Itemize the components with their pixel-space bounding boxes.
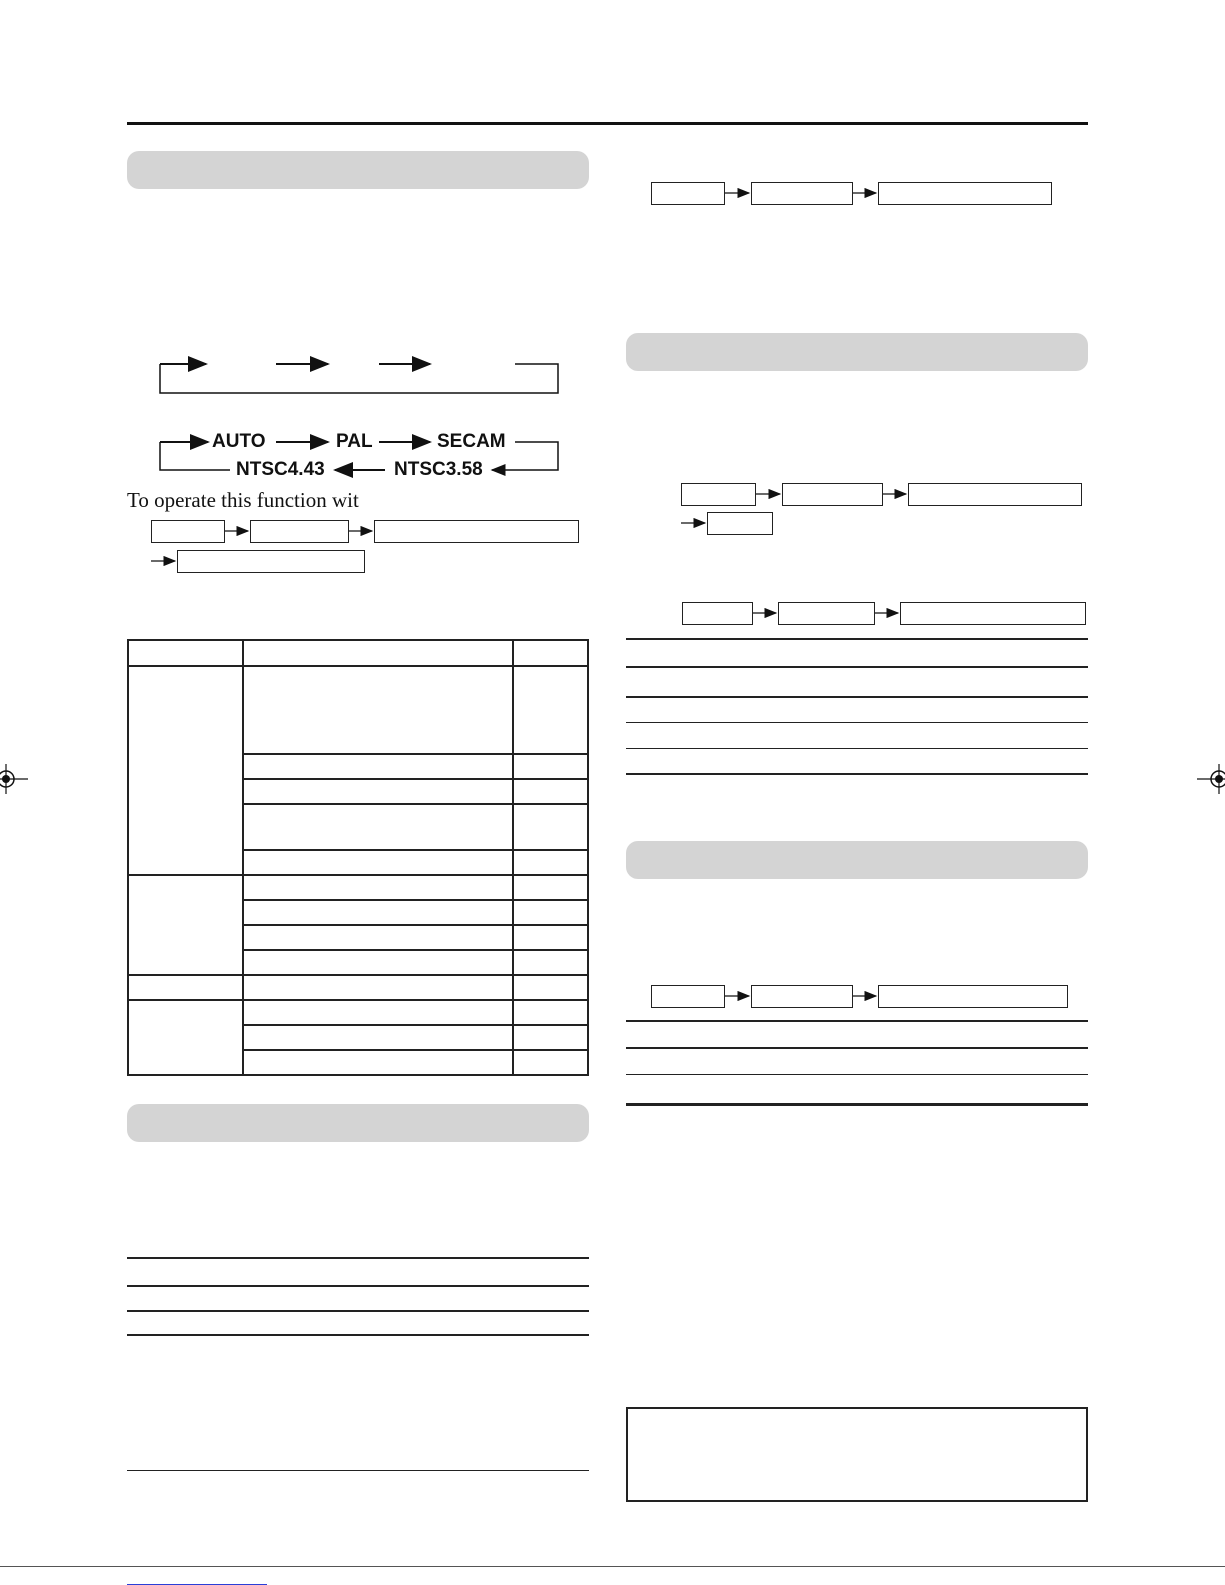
note-box <box>626 1407 1088 1502</box>
left-rule-4 <box>127 1334 589 1336</box>
mode-auto: AUTO <box>212 431 266 452</box>
mode-ntsc443: NTSC4.43 <box>236 459 325 480</box>
section-header-left-2 <box>127 1104 589 1142</box>
left-rule-2 <box>127 1285 589 1287</box>
mode-ntsc358: NTSC3.58 <box>394 459 483 480</box>
left-rule-5 <box>127 1470 589 1471</box>
left-rule-3 <box>127 1310 589 1312</box>
registration-mark-right-icon <box>1195 764 1225 794</box>
left-rule-1 <box>127 1257 589 1259</box>
registration-mark-left-icon <box>0 764 30 794</box>
bottom-crop-line <box>0 1566 1225 1567</box>
mode-secam: SECAM <box>437 431 506 452</box>
right-rule-10 <box>626 1103 1088 1106</box>
mode-pal: PAL <box>336 431 373 452</box>
instruction-text: To operate this function wit <box>127 488 359 512</box>
